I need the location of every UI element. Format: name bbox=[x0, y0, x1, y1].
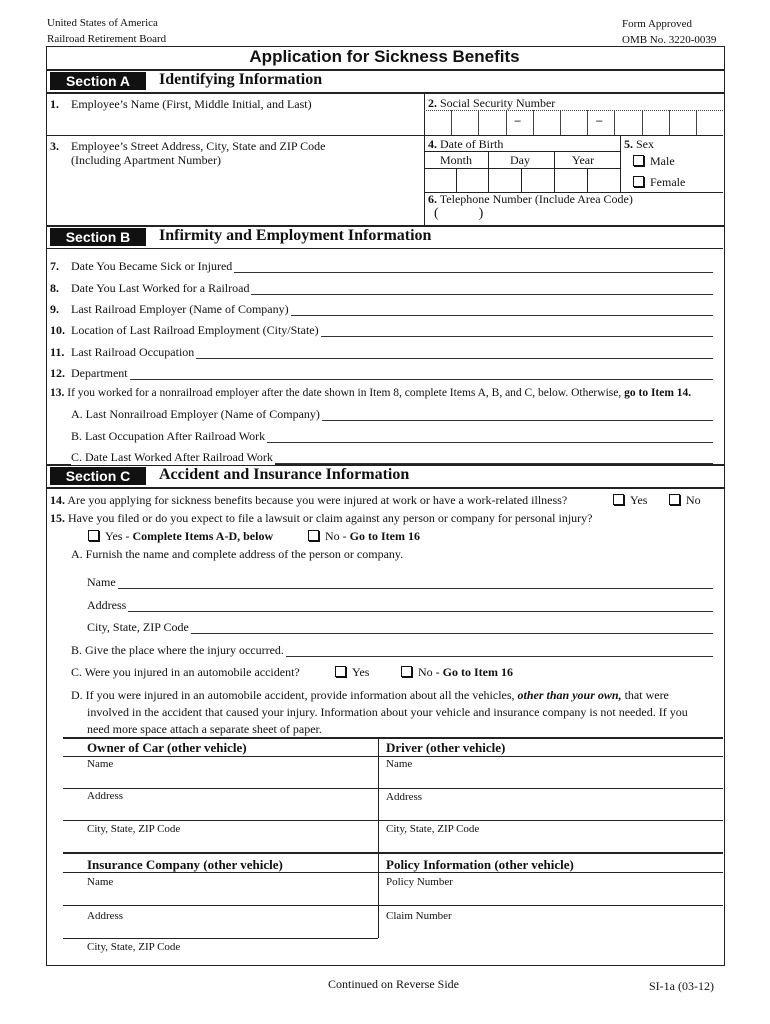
q15-no-option[interactable] bbox=[308, 529, 420, 544]
section-c-title: Accident and Insurance Information bbox=[159, 466, 410, 483]
q5-number: 5. bbox=[624, 137, 633, 151]
q14-no-option[interactable] bbox=[669, 493, 701, 508]
item-label: Last Railroad Employer (Name of Company) bbox=[71, 302, 289, 316]
form-title: Application for Sickness Benefits bbox=[249, 47, 520, 66]
q2-number: 2. bbox=[428, 96, 437, 110]
omb-number: OMB No. 3220-0039 bbox=[622, 34, 717, 46]
ssn-dash: – bbox=[596, 113, 603, 127]
paren-close: ) bbox=[478, 206, 484, 221]
q13-label: If you worked for a nonrailroad employer after the date shown in Item 8, complete Items A, B, and C, below. Otherwise, bbox=[67, 387, 625, 399]
ssn-cell-divider bbox=[642, 110, 643, 135]
dob-day-label: Day bbox=[510, 153, 530, 167]
female-label: Female bbox=[650, 175, 686, 189]
ssn-cell-divider bbox=[506, 110, 507, 135]
driver-address-field[interactable]: Address bbox=[386, 791, 423, 803]
male-checkbox[interactable] bbox=[633, 155, 644, 166]
q15-field-label: Address bbox=[87, 598, 127, 612]
owner-address-field[interactable]: Address bbox=[87, 790, 124, 802]
sex-female-option[interactable] bbox=[633, 175, 685, 190]
q3-number: 3. bbox=[50, 139, 59, 153]
section-b-label: Section B bbox=[50, 228, 146, 246]
employee-name-field[interactable] bbox=[47, 112, 423, 134]
q14-no-checkbox[interactable] bbox=[669, 494, 680, 505]
address-field[interactable] bbox=[47, 170, 423, 224]
q15c-label: C. Were you injured in an automobile accident? bbox=[71, 665, 300, 679]
q15-yes-instruction: Complete Items A-D, below bbox=[132, 529, 274, 543]
q15c-yes-checkbox[interactable] bbox=[335, 666, 346, 677]
policy-number-field[interactable]: Policy Number bbox=[386, 876, 453, 888]
dob-year-label: Year bbox=[572, 153, 595, 167]
ssn-cell-divider bbox=[533, 110, 534, 135]
insurance-address-field[interactable]: Address bbox=[87, 910, 124, 922]
q15-field-label: Name bbox=[87, 575, 116, 589]
section-a-label: Section A bbox=[50, 72, 146, 90]
q3-label-sub: (Including Apartment Number) bbox=[71, 153, 221, 167]
q15d-text-2: involved in the accident that caused your injury. Information about your vehicle and insurance company is not needed. If you bbox=[87, 705, 688, 719]
dob-month-label: Month bbox=[440, 153, 473, 167]
q15c-no-option[interactable] bbox=[401, 665, 513, 680]
owner-name-field[interactable]: Name bbox=[87, 758, 114, 770]
q13-item-label: B. Last Occupation After Railroad Work bbox=[71, 429, 266, 443]
q3-label: Employee’s Street Address, City, State and ZIP Code bbox=[71, 139, 326, 153]
q14-number: 14. bbox=[50, 493, 65, 507]
policy-header: Policy Information (other vehicle) bbox=[386, 857, 574, 872]
ssn-cell-divider bbox=[478, 110, 479, 135]
ssn-dash: – bbox=[514, 113, 521, 127]
q15-field-line[interactable] bbox=[87, 611, 713, 612]
q1-label: Employee’s Name (First, Middle Initial, and Last) bbox=[71, 97, 312, 111]
item-number: 10. bbox=[50, 323, 65, 337]
item-number: 8. bbox=[50, 281, 59, 295]
owner-header: Owner of Car (other vehicle) bbox=[87, 740, 247, 755]
agency-name: Railroad Retirement Board bbox=[47, 33, 167, 45]
q13-item-label: C. Date Last Worked After Railroad Work bbox=[71, 450, 273, 464]
q14-yes-label: Yes bbox=[630, 493, 648, 507]
sex-male-option[interactable] bbox=[633, 154, 675, 169]
q15c-no-label: No - bbox=[418, 665, 443, 679]
q14-yes-option[interactable] bbox=[613, 493, 647, 508]
agency-country: United States of America bbox=[47, 17, 158, 29]
q13-goto: go to Item 14. bbox=[624, 387, 692, 399]
item-label: Date You Last Worked for a Railroad bbox=[71, 281, 250, 295]
item-number: 9. bbox=[50, 302, 59, 316]
insurance-city-field[interactable]: City, State, ZIP Code bbox=[87, 941, 181, 953]
q1-number: 1. bbox=[50, 97, 59, 111]
section-a-title: Identifying Information bbox=[159, 71, 323, 88]
q15d-text-end: that were bbox=[621, 688, 669, 702]
q15c-yes-option[interactable] bbox=[335, 665, 369, 680]
q15-number: 15. bbox=[50, 511, 65, 525]
ssn-cell-divider bbox=[669, 110, 670, 135]
q15c-no-checkbox[interactable] bbox=[401, 666, 412, 677]
q4-label: Date of Birth bbox=[440, 137, 504, 151]
q15-no-instruction: Go to Item 16 bbox=[349, 529, 420, 543]
q15-field-label: City, State, ZIP Code bbox=[87, 620, 189, 634]
item-label: Last Railroad Occupation bbox=[71, 345, 195, 359]
ssn-cell-divider bbox=[587, 110, 588, 135]
q15a-label: A. Furnish the name and complete address of the person or company. bbox=[71, 547, 404, 561]
q15-no-checkbox[interactable] bbox=[308, 530, 319, 541]
q15-field-label: B. Give the place where the injury occurred. bbox=[71, 643, 284, 657]
q15d-text: D. If you were injured in an automobile accident, provide information about all the vehicles, bbox=[71, 688, 518, 702]
ssn-cell-divider bbox=[614, 110, 615, 135]
q15-yes-label: Yes - bbox=[105, 529, 133, 543]
q13-number: 13. bbox=[50, 387, 65, 399]
driver-header: Driver (other vehicle) bbox=[386, 740, 506, 755]
insurance-name-field[interactable]: Name bbox=[87, 876, 114, 888]
ssn-cell-divider bbox=[696, 110, 697, 135]
section-b-title: Infirmity and Employment Information bbox=[159, 227, 432, 244]
continued-note: Continued on Reverse Side bbox=[328, 977, 459, 991]
female-checkbox[interactable] bbox=[633, 176, 644, 187]
q13-item-label: A. Last Nonrailroad Employer (Name of Company) bbox=[71, 407, 320, 421]
q15-label: Have you filed or do you expect to file a lawsuit or claim against any person or company for personal injury? bbox=[68, 511, 593, 525]
form-approved: Form Approved bbox=[622, 18, 692, 30]
item-number: 12. bbox=[50, 366, 65, 380]
q5-label: Sex bbox=[636, 137, 654, 151]
form-id: SI-1a (03-12) bbox=[649, 979, 714, 993]
item-label: Department bbox=[71, 366, 128, 380]
insurance-header: Insurance Company (other vehicle) bbox=[87, 857, 283, 872]
date-of-birth-field[interactable] bbox=[424, 168, 620, 192]
paren-open: ( bbox=[434, 206, 439, 221]
claim-number-field[interactable]: Claim Number bbox=[386, 910, 452, 922]
q14-yes-checkbox[interactable] bbox=[613, 494, 624, 505]
q15-field-line[interactable] bbox=[87, 588, 713, 589]
ssn-cell-divider bbox=[560, 110, 561, 135]
q15d-text-3: need more space attach a separate sheet of paper. bbox=[87, 722, 322, 736]
item-label: Location of Last Railroad Employment (City/State) bbox=[71, 323, 319, 337]
item-input-line[interactable] bbox=[71, 379, 713, 380]
ssn-cell-divider bbox=[451, 110, 452, 135]
q15-yes-option[interactable] bbox=[88, 529, 273, 544]
q15-yes-checkbox[interactable] bbox=[88, 530, 99, 541]
q2-label: Social Security Number bbox=[440, 96, 556, 110]
item-number: 7. bbox=[50, 259, 59, 273]
q15c-yes-label: Yes bbox=[352, 665, 370, 679]
item-label: Date You Became Sick or Injured bbox=[71, 259, 233, 273]
driver-city-field[interactable]: City, State, ZIP Code bbox=[386, 823, 480, 835]
owner-city-field[interactable]: City, State, ZIP Code bbox=[87, 823, 181, 835]
section-c-label: Section C bbox=[50, 467, 146, 485]
q15d-emphasis: other than your own, bbox=[517, 688, 622, 702]
male-label: Male bbox=[650, 154, 675, 168]
q15-no-label: No - bbox=[325, 529, 350, 543]
q6-number: 6. bbox=[428, 192, 437, 206]
q15c-no-instruction: Go to Item 16 bbox=[442, 665, 513, 679]
q4-number: 4. bbox=[428, 137, 437, 151]
q14-label: Are you applying for sickness benefits because you were injured at work or have a work-related illness? bbox=[67, 493, 568, 507]
driver-name-field[interactable]: Name bbox=[386, 758, 413, 770]
q6-label: Telephone Number (Include Area Code) bbox=[439, 192, 633, 206]
item-number: 11. bbox=[50, 345, 65, 359]
ssn-field[interactable] bbox=[424, 110, 723, 135]
telephone-field[interactable] bbox=[434, 206, 483, 222]
q14-no-label: No bbox=[686, 493, 701, 507]
